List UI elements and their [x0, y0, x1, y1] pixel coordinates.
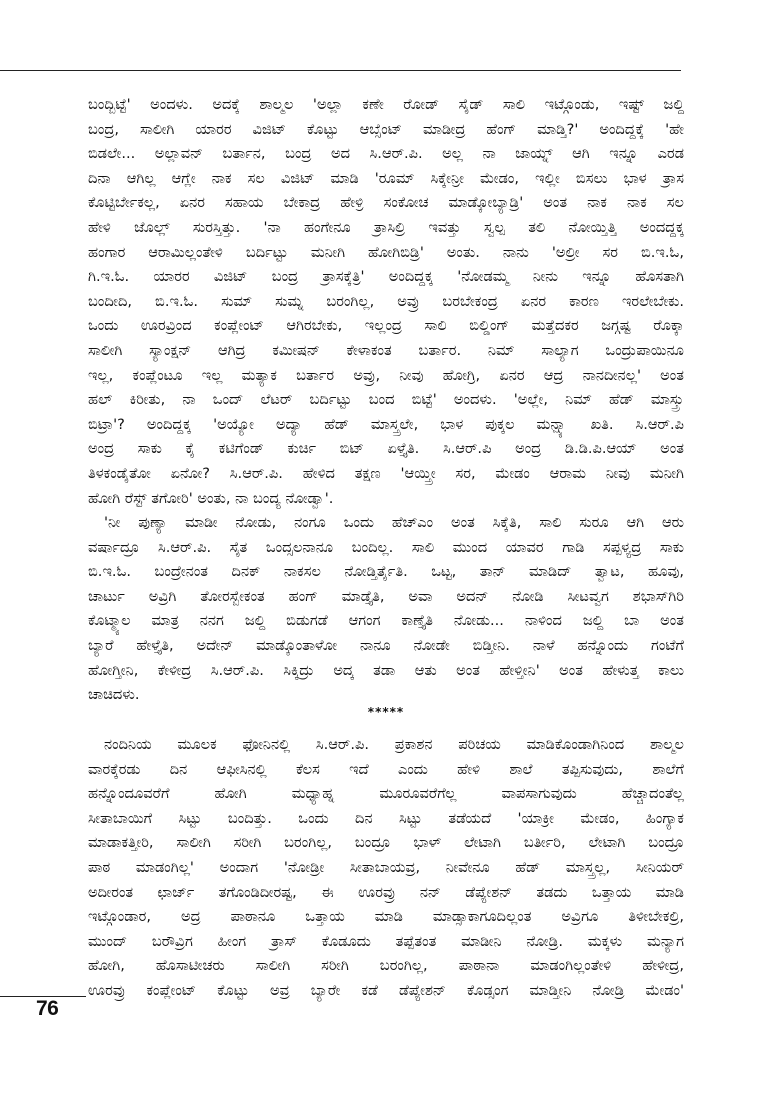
- top-rule: [0, 70, 681, 71]
- text-line: ಬಿಟ್ರಾ'? ಅಂದಿದ್ದಕ್ಕ 'ಅಯ್ಯೋ ಅದ್ಯಾ ಹೆಡ್ ಮಾಸ್ತ್ರಲೇ, ಭಾಳ ಪುಕ್ಕಲ ಮನ್ಷ್ಯಾ ಖತಿ. ಸಿ.ಆರ್.ಪಿ: [88, 415, 684, 433]
- text-line: ನಂದಿನಿಯ ಮೂಲಕ ಫೋನಿನಲ್ಲಿ ಸಿ.ಆರ್.ಪಿ. ಪ್ರಕಾಶನ ಪರಿಚಯ ಮಾಡಿಕೊಂಡಾಗಿನಿಂದ ಶಾಲ್ಮಲ: [104, 736, 684, 753]
- text-line: ಚಾರ್ಟು ಅವ್ರಿಗಿ ತೋರಸ್ಬೇಕಂತ ಹಂಗ್ ಮಾಡ್ತೈತಿ, ಅವಾ ಅದನ್ ನೋಡಿ ಸೀಟವ್ವಗ ಶಭಾಸ್‌ಗಿರಿ: [88, 587, 684, 605]
- text-line: ಬ್ಯಾರೆ ಹೇಳ್ತೈತಿ, ಅದೇನ್ ಮಾಡ್ಕೊಂತಾಳೋ ನಾನೂ ನೋಡೇ ಬಿಡ್ತೀನಿ. ನಾಳೆ ಹನ್ನೊಂದು ಗಂಟೆಗೆ: [88, 636, 684, 654]
- text-line: ಹೋಗ್ತೀನಿ, ಕೇಳೀದ್ರ ಸಿ.ಆರ್.ಪಿ. ಸಿಕ್ಕಿದ್ರು ಅದ್ಕ ತಡಾ ಆತು ಅಂತ ಹೇಳ್ತೀನಿ' ಅಂತ ಹೇಳುತ್ತ ಕಾಲು: [88, 661, 684, 679]
- text-line: ತಿಳಕಂಡೈತೋ ಏನೋ? ಸಿ.ಆರ್.ಪಿ. ಹೇಳಿದ ತಕ್ಷಣ 'ಆಯ್ತ್ರೀ ಸರ, ಮೇಡಂ ಆರಾಮ ನೀವು ಮನೀಗಿ: [88, 464, 684, 482]
- paragraph-2: [88, 511, 684, 708]
- page-number: 76: [36, 997, 59, 1020]
- text-line: ಹನ್ನೊಂದೂವರೆಗೆ ಹೋಗಿ ಮಧ್ಯಾಹ್ನ ಮೂರೂವರೆಗೆಲ್ಲ ವಾಪಸಾಗುವುದು ಹೆಚ್ಚಾದಂತೆಲ್ಲ: [88, 785, 684, 803]
- text-line: ಬಿಡಲೇ... ಅಲ್ಲಾವನ್ ಬರ್ತಾನ, ಬಂದ್ರ ಅದ ಸಿ.ಆರ್.ಪಿ. ಅಲ್ಲ ನಾ ಜಾಯ್ನ್ ಆಗಿ ಇನ್ನೂ ಎರಡ: [88, 145, 684, 163]
- text-line: ಹೇಳಿ ಜೊಲ್ಲ್ ಸುರಸ್ತಿತ್ತು. 'ನಾ ಹಂಗೇನೂ ತ್ರಾಸಿಲ್ರಿ ಇವತ್ತು ಸ್ವಲ್ಪ ತಲಿ ನೋಯ್ತಿತ್ತಿ ಅಂದದ್ದಕ್ಕ: [88, 218, 684, 236]
- paragraph-3: [88, 733, 684, 1004]
- text-line: ದಿನಾ ಆಗಿಲ್ಲ ಆಗ್ಲೇ ನಾಕ ಸಲ ವಿಜಿಟ್ ಮಾಡಿ 'ರೂಮ್ ಸಿಕ್ಕೇನ್ರೀ ಮೇಡಂ, ಇಲ್ಲೀ ಬಿಸಲು ಭಾಳ ತ್ರಾಸ: [88, 169, 684, 187]
- text-line: ಅಂದ್ರ ಸಾಕು ಕೈ ಕಟಿಗೆಂಡ್ ಕುರ್ಚಿ ಬಿಟ್ ಏಳ್ತೈತಿ. ಸಿ.ಆರ್.ಪಿ ಅಂದ್ರ ಡಿ.ಡಿ.ಪಿ.ಆಯ್ ಅಂತ: [88, 440, 684, 458]
- text-line: ಹಲ್ ಕಿರೀತು, ನಾ ಒಂದ್ ಲೆಟರ್ ಬರ್ದಿಟ್ಟು ಬಂದ ಬಿಟ್ಟೆ' ಅಂದಳು. 'ಅಲ್ಲೇ, ನಿಮ್ ಹೆಡ್ ಮಾಸ್ತ್ರು: [88, 391, 684, 409]
- text-line: ಊರವ್ರು ಕಂಪ್ಲೇಂಟ್ ಕೊಟ್ಟು ಅವ್ರ ಬ್ಯಾರೇ ಕಡೆ ಡೆಪ್ಯೇಶನ್ ಕೊಡ್ಸಂಗ ಮಾಡ್ತೀನಿ ನೋಡ್ರಿ ಮೇಡಂ': [88, 981, 684, 999]
- text-line: ವರ್ಷಾದ್ರೂ ಸಿ.ಆರ್.ಪಿ. ಸೈತ ಒಂದ್ಸಲನಾನೂ ಬಂದಿಲ್ಲ. ಸಾಲಿ ಮುಂದ ಯಾವರ ಗಾಡಿ ಸಪ್ಪಳ್ಯದ್ರ ಸಾಕು: [88, 538, 684, 556]
- text-line: ಬಂದೀದಿ, ಬಿ.ಇ.ಓ. ಸುಮ್ ಸುಮ್ನ ಬರಂಗಿಲ್ಲ, ಅವ್ರು ಬರಬೇಕಂದ್ರ ಏನರ ಕಾರಣ ಇರಲೇಬೇಕು.: [88, 292, 684, 310]
- text-line: ಗಿ.ಇ.ಓ. ಯಾರರ ವಿಜಿಟ್ ಬಂದ್ರ ತ್ರಾಸಕ್ಕೆತ್ರಿ' ಅಂದಿದ್ದಕ್ಕ 'ನೋಡಮ್ಮ ನೀನು ಇನ್ನೂ ಹೊಸತಾಗಿ: [88, 268, 684, 286]
- text-line: ಹಂಗಾರ ಆರಾಮಿಲ್ಲಂತೇಳಿ ಬರ್ದಿಟ್ಟು ಮನೀಗಿ ಹೋಗಿಬಿಡ್ರಿ' ಅಂತು. ನಾನು 'ಅಲ್ರೀ ಸರ ಬಿ.ಇ.ಓ,: [88, 243, 684, 261]
- text-line: ಸೀತಾಬಾಯಿಗೆ ಸಿಟ್ಟು ಬಂದಿತ್ತು. ಒಂದು ದಿನ ಸಿಟ್ಟು ತಡೆಯದೆ 'ಯಾಕ್ರೀ ಮೇಡಂ, ಹಿಂಗ್ಯಾಕ: [88, 809, 684, 827]
- text-line: ವಾರಕ್ಕೆರಡು ದಿನ ಆಫೀಸಿನಲ್ಲಿ ಕೆಲಸ ಇದೆ ಎಂದು ಹೇಳಿ ಶಾಲೆ ತಪ್ಪಿಸುವುದು, ಶಾಲೆಗೆ: [88, 760, 684, 778]
- text-line: ಬಂದ್ರ, ಸಾಲೀಗಿ ಯಾರರ ವಿಜಿಟ್ ಕೊಟ್ಟು ಆಬ್ಸೆಂಟ್ ಮಾಡೀದ್ರ ಹೆಂಗ್ ಮಾಡ್ತಿ?' ಅಂದಿದ್ದಕ್ಕೆ 'ಹೇ: [88, 120, 684, 138]
- text-line: ಸಾಲೀಗಿ ಸ್ಯಾಂಕ್ಷನ್ ಆಗಿದ್ರ ಕಮೀಷನ್ ಕೇಳಾಕಂತ ಬರ್ತಾರ. ನಿಮ್ ಸಾಲ್ಯಾಗ ಒಂದ್ರುಪಾಯಿನೂ: [88, 341, 684, 359]
- text-line: ಒಂದು ಊರವ್ರಿಂದ ಕಂಪ್ಲೇಂಟ್ ಆಗಿರಬೇಕು, ಇಲ್ಲಂದ್ರ ಸಾಲಿ ಬಿಲ್ಡಿಂಗ್ ಮತ್ತೆದಕರ ಜಗ್ಗಷ್ಟ ರೊಕ್ಕಾ: [88, 317, 684, 335]
- text-line: ಕೊಟ್ಮ್ಯಾಲ ಮಾತ್ರ ನನಗ ಜಲ್ದಿ ಬಿಡುಗಡೆ ಆಗಂಗ ಕಾಣ್ತೈತಿ ನೋಡು... ನಾಳಿಂದ ಜಲ್ದಿ ಬಾ ಅಂತ: [88, 612, 684, 630]
- text-line: ಇಟ್ಗೊಂಡಾರ, ಅದ್ರ ಪಾಠಾನೂ ಒತ್ತಾಯ ಮಾಡಿ ಮಾಡ್ಸಾಕಾಗೂದಿಲ್ಲಂತ ಅವ್ರಿಗೂ ತಿಳೀಬೇಕಲ್ರಿ,: [88, 908, 684, 926]
- text-line: ಚಾಚಿದಳು.: [88, 686, 140, 704]
- text-line: 'ನೀ ಪುಣ್ಯಾ ಮಾಡೀ ನೋಡು, ನಂಗೂ ಒಂದು ಹೆಚ್ಎಂ ಅಂತ ಸಿಕ್ಕೆತಿ, ಸಾಲಿ ಸುರೂ ಆಗಿ ಆರು: [104, 514, 684, 531]
- text-line: ಕೊಟ್ಟಿರ್ಬೇಕಲ್ಲ, ಏನರ ಸಹಾಯ ಬೇಕಾದ್ರ ಹೇಳ್ರಿ ಸಂಕೋಚ ಮಾಡ್ಕೋಬ್ಯಾಡ್ರಿ' ಅಂತ ನಾಕ ನಾಕ ಸಲ: [88, 194, 684, 212]
- text-line: ಹೋಗಿ, ಹೊಸಾಟೀಚರು ಸಾಲೀಗಿ ಸರೀಗಿ ಬರಂಗಿಲ್ಲ, ಪಾಠಾನಾ ಮಾಡಂಗಿಲ್ಲಂತೇಳಿ ಹೇಳೀದ್ರ,: [88, 957, 684, 975]
- text-line: ಮಾಡಾಕತ್ತೀರಿ, ಸಾಲೀಗಿ ಸರೀಗಿ ಬರಂಗಿಲ್ಲ, ಬಂದ್ರೂ ಭಾಳ್ ಲೇಟಾಗಿ ಬರ್ತೀರಿ, ಲೇಟಾಗಿ ಬಂದ್ರೂ: [88, 834, 684, 852]
- text-line: ಮುಂದ್ ಬರೌವ್ರಿಗ ಹೀಂಗ ತ್ರಾಸ್ ಕೊಡೂದು ತಪ್ಪೆತಂತ ಮಾಡೀನಿ ನೋಡ್ರಿ. ಮಕ್ಕಳು ಮನ್ಯಾಗ: [88, 932, 684, 950]
- section-separator: *****: [367, 705, 405, 719]
- text-line: ಬಂದ್ಬಿಟ್ಟೆ' ಅಂದಳು. ಅದಕ್ಕೆ ಶಾಲ್ಮಲ 'ಅಲ್ಲಾ ಕಣೇ ರೋಡ್ ಸೈಡ್ ಸಾಲಿ ಇಟ್ಗೊಂಡು, ಇಷ್ಟ್ ಜಲ್ದಿ: [88, 96, 684, 113]
- text-line: ಪಾಠ ಮಾಡಂಗಿಲ್ಲ' ಅಂದಾಗ 'ನೋಡ್ರೀ ಸೀತಾಬಾಯವ್ರ, ನೀವೇನೂ ಹೆಡ್ ಮಾಸ್ತ್ರಲ್ಲ, ಸೀನಿಯರ್: [88, 858, 684, 876]
- text-line: ಬಿ.ಇ.ಓ. ಬಂದ್ರೇನಂತ ದಿನಕ್ ನಾಕಸಲ ನೋಡ್ತಿರ್ತೈತಿ. ಒಟ್ಟ, ತಾನ್ ಮಾಡಿದ್ ತ್ವಾಟ, ಹೂವು,: [88, 563, 684, 581]
- text-line: ಇಲ್ಲ, ಕಂಪ್ಲೆಂಟೂ ಇಲ್ಲ ಮತ್ಯಾಕ ಬರ್ತಾರ ಅವ್ರು, ನೀವು ಹೋಗ್ರಿ, ಏನರ ಆದ್ರ ನಾನದೀನಲ್ಲ' ಅಂತ: [88, 366, 684, 384]
- paragraph-1: [88, 93, 684, 511]
- text-line: ಅದೀರಂತ ಛಾರ್ಜ್ ತಗೊಂಡಿದೀರಷ್ಟ, ಈ ಊರವ್ರು ನನ್ ಡೆಪ್ಯೇಶನ್ ತಡದು ಒತ್ತಾಯ ಮಾಡಿ: [88, 883, 684, 901]
- text-line: ಹೋಗಿ ರೆಸ್ಟ್ ತಗೋರಿ' ಅಂತು, ನಾ ಬಂದ್ಯ ನೋಡ್ವಾ'.: [88, 489, 334, 507]
